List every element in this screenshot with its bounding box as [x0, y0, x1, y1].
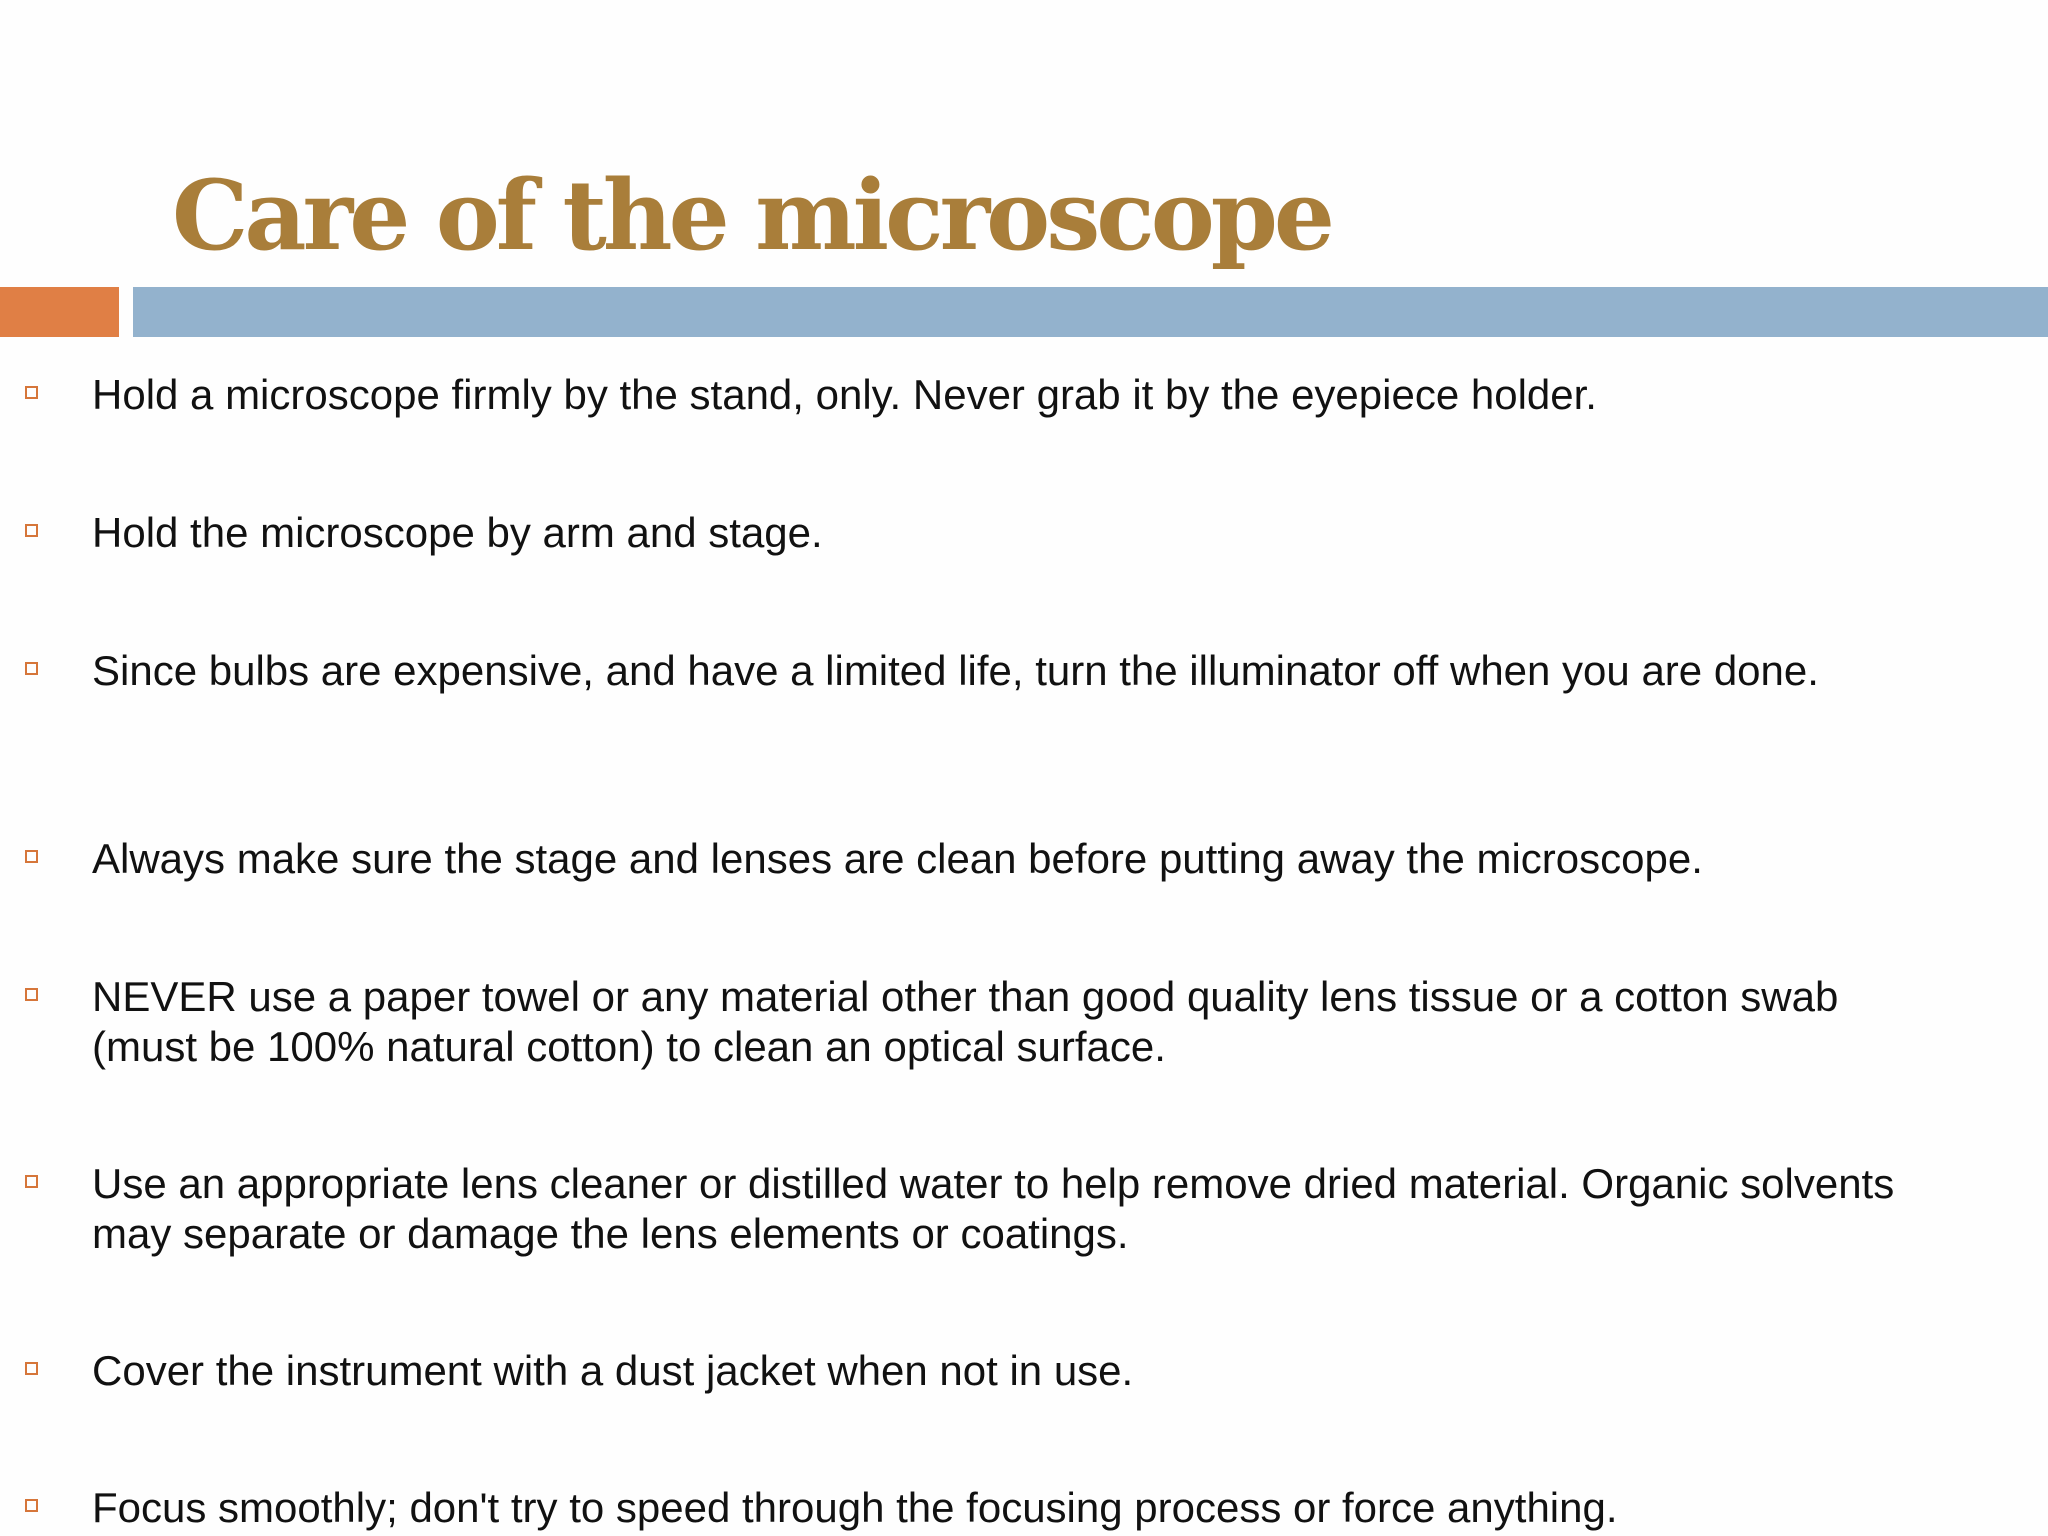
accent-bar-orange — [0, 287, 119, 337]
square-bullet-icon — [25, 988, 38, 1001]
square-bullet-icon — [25, 662, 38, 675]
square-bullet-icon — [25, 386, 38, 399]
bullet-text: Focus smoothly; don't try to speed through the focusing process or force anything. — [92, 1484, 1618, 1531]
square-bullet-icon — [25, 850, 38, 863]
accent-bar-blue — [133, 287, 2048, 337]
bullet-text: Hold the microscope by arm and stage. — [92, 509, 823, 556]
bullet-text: Since bulbs are expensive, and have a limited life, turn the illuminator off when you are done. — [92, 647, 1819, 694]
bullet-text: Cover the instrument with a dust jacket when not in use. — [92, 1347, 1134, 1394]
square-bullet-icon — [25, 1362, 38, 1375]
square-bullet-icon — [25, 1175, 38, 1188]
square-bullet-icon — [25, 1499, 38, 1512]
bullet-text: Hold a microscope firmly by the stand, only. Never grab it by the eyepiece holder. — [92, 371, 1597, 418]
bullet-text: Always make sure the stage and lenses are clean before putting away the microscope. — [92, 835, 1703, 882]
bullet-text: NEVER use a paper towel or any material other than good quality lens tissue or a cotton swab (must be 100% natural cotton) to clean an optical surface. — [92, 973, 1839, 1070]
square-bullet-icon — [25, 524, 38, 537]
bullet-text: Use an appropriate lens cleaner or distilled water to help remove dried material. Organic solvents may separate or damage the lens elements or coatings. — [92, 1160, 1895, 1257]
slide-title: Care of the microscope — [172, 159, 1331, 272]
